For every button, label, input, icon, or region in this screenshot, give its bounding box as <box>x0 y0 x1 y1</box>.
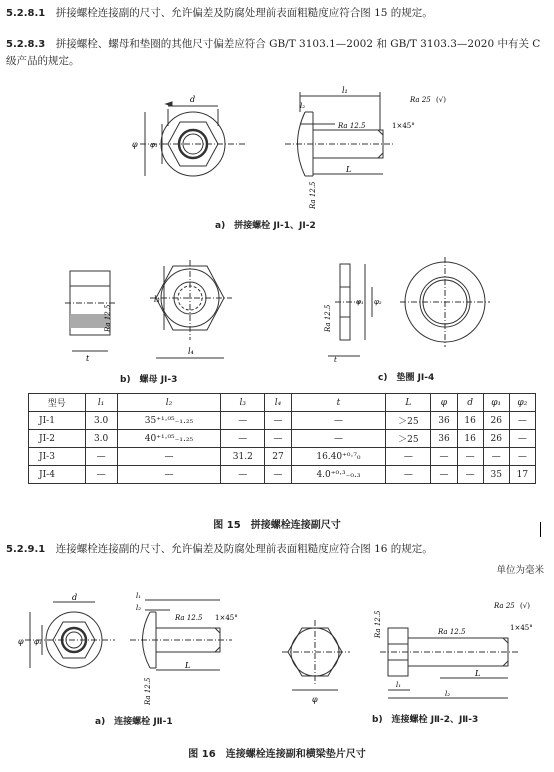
dim-d: d <box>190 95 196 104</box>
roughness-ra125-washer: Ra 12.5 <box>324 304 332 332</box>
table-row <box>29 430 536 448</box>
table-cell: 4.0⁺⁰·³₋₀.₃ <box>291 466 386 484</box>
col-header: l₃ <box>221 394 265 412</box>
table-cell: JⅠ-4 <box>29 466 86 484</box>
table-cell: — <box>431 448 457 466</box>
col-header: l₂ <box>117 394 221 412</box>
table-cell: 17 <box>509 466 535 484</box>
col-header: l₄ <box>265 394 291 412</box>
col-header: φ₁ <box>483 394 509 412</box>
text-cursor <box>540 522 541 537</box>
roughness-check: (√) <box>436 96 446 104</box>
table-cell: ＞25 <box>386 430 431 448</box>
col-header: φ <box>431 394 457 412</box>
table-cell: 31.2 <box>221 448 265 466</box>
dim-l3: l₃ <box>154 295 160 304</box>
section-number: 5.2.9.1 <box>6 544 46 555</box>
table-cell: 16 <box>457 430 483 448</box>
chamfer-label: 1×45° <box>510 624 533 632</box>
roughness-ra125-vertical: Ra 12.5 <box>309 181 317 209</box>
table-cell: — <box>85 466 117 484</box>
roughness-ra25: Ra 25 <box>410 96 431 104</box>
table-cell: 26 <box>483 430 509 448</box>
table-cell: 16 <box>457 412 483 430</box>
col-header: φ₂ <box>509 394 535 412</box>
figure-15c-caption: c) 垫圈 JⅠ-4 <box>378 373 435 383</box>
paragraph-5-2-8-1 <box>6 5 548 22</box>
roughness-ra125: Ra 12.5 <box>338 122 366 130</box>
table-cell: — <box>265 466 291 484</box>
unit-note: 单位为毫米 <box>496 565 544 576</box>
figure-16a-caption: a) 连接螺栓 JⅡ-1 <box>95 717 173 727</box>
dim-phi: φ <box>132 140 138 149</box>
roughness-ra25: Ra 25 <box>494 602 515 610</box>
table-cell: 35 <box>483 466 509 484</box>
paragraph-text: 连接螺栓连接副的尺寸、允许偏差及防腐处理前表面粗糙度应符合图 16 的规定。 <box>55 543 433 555</box>
dim-l1: l₁ <box>342 86 348 95</box>
table-cell: — <box>85 448 117 466</box>
paragraph-5-2-8-3 <box>6 36 548 70</box>
col-header: d <box>457 394 483 412</box>
table-cell: — <box>509 448 535 466</box>
dim-l2: l₂ <box>300 102 306 110</box>
figure-16b-caption: b) 连接螺栓 JⅡ-2、JⅡ-3 <box>372 715 479 725</box>
table-cell: — <box>457 448 483 466</box>
table-cell: — <box>117 448 221 466</box>
roughness-ra125: Ra 12.5 <box>175 614 203 622</box>
table-cell: 36 <box>431 412 457 430</box>
table-cell: 26 <box>483 412 509 430</box>
roughness-ra125: Ra 12.5 <box>438 628 466 636</box>
table-cell: 3.0 <box>85 412 117 430</box>
paragraph-5-2-9-1 <box>6 541 548 558</box>
table-cell: — <box>457 466 483 484</box>
table-cell: — <box>221 466 265 484</box>
dim-l4: l₄ <box>188 347 194 356</box>
dim-l1: l₁ <box>396 681 402 689</box>
roughness-check: (√) <box>520 602 530 610</box>
dim-phi1: φ₁ <box>34 638 42 646</box>
dim-phi: φ <box>18 637 24 646</box>
table-cell: — <box>291 412 386 430</box>
table-cell: — <box>431 466 457 484</box>
dim-phi1: φ₁ <box>150 141 158 149</box>
table-cell: 16.40⁺⁰·⁷₀ <box>291 448 386 466</box>
roughness-ra125-nut: Ra 12.5 <box>104 304 112 332</box>
table-cell: JⅠ-1 <box>29 412 86 430</box>
table-cell: 27 <box>265 448 291 466</box>
dim-phi: φ <box>312 695 318 704</box>
figure-15-caption: 图 15 拼接螺栓连接副尺寸 <box>213 520 341 531</box>
table-cell: JⅠ-3 <box>29 448 86 466</box>
dim-l1: l₁ <box>136 592 142 600</box>
table-cell: 36 <box>431 430 457 448</box>
table-cell: — <box>483 448 509 466</box>
figure-15a-bolt-drawing <box>110 84 460 224</box>
table-header-row <box>29 394 536 412</box>
col-header: t <box>291 394 386 412</box>
figure-15b-caption: b) 螺母 JⅠ-3 <box>120 375 178 385</box>
figure-16a-bolt-drawing <box>10 590 275 710</box>
table-cell: — <box>509 412 535 430</box>
dim-t: t <box>86 354 90 363</box>
chamfer-label: 1×45° <box>392 122 415 130</box>
figure-16-caption: 图 16 连接螺栓连接副和横梁垫片尺寸 <box>188 749 366 760</box>
table-cell: 35⁺¹·⁰⁵₋₁.₂₅ <box>117 412 221 430</box>
section-number: 5.2.8.1 <box>6 8 46 19</box>
table-row <box>29 412 536 430</box>
dim-L: L <box>346 165 352 174</box>
table-cell: — <box>117 466 221 484</box>
figure-15c-washer-drawing <box>300 252 500 367</box>
dimension-table <box>28 393 536 484</box>
table-cell: JⅠ-2 <box>29 430 86 448</box>
table-cell: — <box>386 448 431 466</box>
chamfer-label: 1×45° <box>215 614 238 622</box>
figure-15a-caption: a) 拼接螺栓 JⅠ-1、JⅠ-2 <box>215 221 316 231</box>
section-number: 5.2.8.3 <box>6 39 46 50</box>
table-cell: — <box>221 430 265 448</box>
paragraph-text: 拼接螺栓、螺母和垫圈的其他尺寸偏差应符合 GB/T 3103.1—2002 和 GB/T 3103.3—2020 中有关 C 级产品的规定。 <box>6 38 541 67</box>
table-cell: — <box>386 466 431 484</box>
dim-t-washer: t <box>334 356 337 364</box>
table-row <box>29 466 536 484</box>
figure-15b-nut-drawing <box>60 246 270 368</box>
col-header: l₁ <box>85 394 117 412</box>
dim-l2: l₂ <box>445 690 451 698</box>
dim-L: L <box>185 661 191 670</box>
dim-l2: l₂ <box>136 604 142 612</box>
table-cell: — <box>291 430 386 448</box>
table-cell: 3.0 <box>85 430 117 448</box>
figure-16b-bolt-drawing <box>280 590 550 710</box>
paragraph-text: 拼接螺栓连接副的尺寸、允许偏差及防腐处理前表面粗糙度应符合图 15 的规定。 <box>55 7 433 19</box>
table-cell: ＞25 <box>386 412 431 430</box>
table-cell: — <box>265 430 291 448</box>
table-cell: — <box>221 412 265 430</box>
dim-d: d <box>72 593 78 602</box>
col-header: 型号 <box>29 394 86 412</box>
roughness-ra125-vertical: Ra 12.5 <box>144 677 152 705</box>
col-header: L <box>386 394 431 412</box>
table-cell: — <box>509 430 535 448</box>
dim-phi2-washer: φ₂ <box>374 298 382 306</box>
roughness-ra125-vertical: Ra 12.5 <box>374 610 382 638</box>
table-row <box>29 448 536 466</box>
table-cell: — <box>265 412 291 430</box>
dim-L: L <box>475 669 481 678</box>
dim-phi1-washer: φ₁ <box>356 298 364 306</box>
table-cell: 40⁺¹·⁰⁵₋₁.₂₅ <box>117 430 221 448</box>
